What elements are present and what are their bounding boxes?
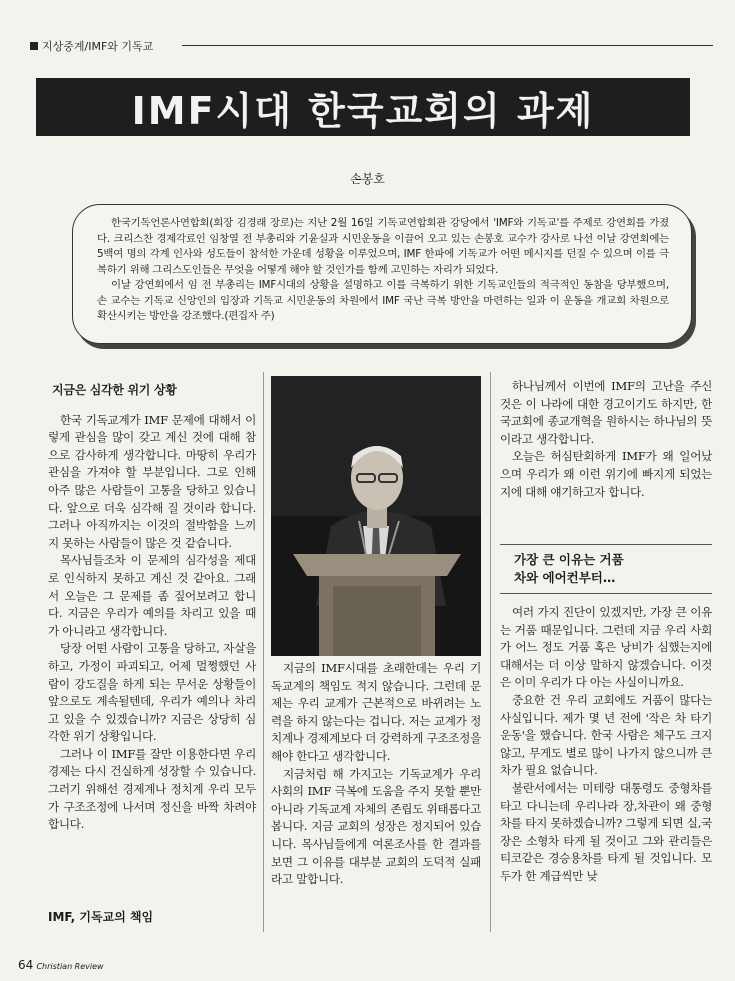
editor-note-paragraph: 이날 강연회에서 임 전 부총리는 IMF시대의 상황을 설명하고 이를 극복하기 위한 기독교인들의 적극적인 동참을 당부했으며, 손 교수는 기독교 신앙인의 입장과 기독교 시민운동의 차원에서 IMF 국난 극복 방안을 마련하는 일과 이 운동을 개교회 차원으로 확산시키는 방안을 강조했다.(편집자 주) xyxy=(97,279,669,322)
middle-column xyxy=(271,660,481,889)
body-paragraph: 목사님들조차 이 문제의 심각성을 제대로 인식하지 못하고 계신 것 같아요. 그래서 오늘은 그 문제를 좀 짚어보려고 합니다. 지금은 우리가 예의를 차리고 있을 때가 아니라고 생각합니다. xyxy=(48,553,256,638)
speaker-photo xyxy=(271,376,481,656)
body-paragraph: 중요한 건 우리 교회에도 거품이 많다는 사실입니다. 제가 몇 년 전에 '작은 차 타기 운동'을 했습니다. 한국 사람은 체구도 크지 않고, 무게도 별로 많이 나가지 않으니까 큰 차가 필요 없습니다. xyxy=(500,692,712,778)
right-column-bottom xyxy=(500,604,712,886)
body-paragraph: 오늘은 허심탄회하게 IMF가 왜 일어났으며 우리가 왜 이런 위기에 빠지게 되었는지에 대해 얘기하고자 합니다. xyxy=(500,449,712,499)
body-paragraph: 지금의 IMF시대를 초래한데는 우리 기독교계의 책임도 적지 않습니다. 그런데 문제는 우리 교계가 근본적으로 바뀌려는 노력을 하지 않는다는 겁니다. 저는 교계가 정치계나 경제계보다 더 강력하게 구조조정을 해야 한다고 생각합니다. xyxy=(271,661,481,763)
page-footer xyxy=(18,958,104,972)
body-paragraph: 하나님께서 이번에 IMF의 고난을 주신 것은 이 나라에 대한 경고이기도 하지만, 한국교회에 종교개혁을 원하시는 하나님의 뜻이라고 생각합니다. xyxy=(500,379,712,446)
section-tag-text: 지상중계/IMF와 기독교 xyxy=(42,40,154,53)
header-rule xyxy=(182,45,713,46)
magazine-name: Christian Review xyxy=(36,962,104,971)
title-banner xyxy=(36,78,690,136)
column-divider xyxy=(263,372,264,932)
article-title: IMF시대 한국교회의 과제 xyxy=(131,88,595,133)
body-paragraph: 그러나 이 IMF를 잘만 이용한다면 우리 경제는 다시 건실하게 성장할 수 있습니다. 그러기 위해선 경제계나 정치계 우리 모두가 구조조정에 나서며 정신을 바짝 차려야 합니다. xyxy=(48,746,256,832)
body-paragraph: 여러 가지 진단이 있겠지만, 가장 큰 이유는 거품 때문입니다. 그런데 지금 우리 사회가 어느 정도 거품 혹은 낭비가 심했는지에 대해서는 더 이상 말하지 않겠습니다. 이것은 이미 우리가 다 아는 사실이니까요. xyxy=(500,605,712,690)
pull-quote-line: 가장 큰 이유는 거품 xyxy=(514,552,624,567)
pull-quote-line: 차와 에어컨부터… xyxy=(514,570,616,585)
column-divider xyxy=(490,372,491,932)
page-number: 64 xyxy=(18,958,34,972)
body-paragraph: 당장 어떤 사람이 고통을 당하고, 자살을 하고, 가정이 파괴되고, 어제 멀쩡했던 사람이 강도질을 하게 되는 무서운 상황들이 앞으로도 계속될텐데, 우리가 예의나 차리고 있을 수 있겠습니까? 지금은 상당히 심각한 위기 상황입니다. xyxy=(48,641,256,744)
subhead-crisis: 지금은 심각한 위기 상황 xyxy=(52,383,177,397)
square-bullet-icon xyxy=(30,42,38,50)
speaker-at-podium-image xyxy=(271,376,481,656)
body-paragraph: 지금처럼 해 가지고는 기독교계가 우리 사회의 IMF 극복에 도움을 주지 못할 뿐만 아니라 기독교계 자체의 존립도 위태롭다고 봅니다. 지금 교회의 성장은 정지되어 있습니다. 목사님들에게 여론조사를 한 결과를 보면 그 이유를 대부분 교회의 도덕적 실패라고 말합니다. xyxy=(271,766,481,887)
editor-note-box xyxy=(72,204,692,344)
body-paragraph: 불란서에서는 미테랑 대통령도 중형차를 타고 다니는데 우리나라 장,차관이 왜 중형차를 타지 못하겠습니까? 그렇게 되면 실,국장은 소형차 타게 될 것이고 그와 관리들은 티코같은 경승용차를 타게 될 것입니다. 모두가 한 계급씩만 낮 xyxy=(500,780,712,883)
author-name: 손봉호 xyxy=(350,172,385,186)
right-column-top xyxy=(500,378,712,501)
section-tag xyxy=(30,38,153,54)
editor-note-paragraph: 한국기독언론사연합회(회장 김경래 장로)는 지난 2월 16일 기독교연합회관 강당에서 'IMF와 기독교'를 주제로 강연회를 가졌다. 크리스찬 경제각료인 임창열 전 부총리와 기윤실과 시민운동을 이끌어 오고 있는 손봉호 교수가 강사로 나선 이날 강연회에는 5백여 명의 각계 인사와 성도들이 참석한 가운데 성황을 이루었으며, IMF 한파에 기독교가 어떤 메시지를 던질 수 있으며 이를 극복하기 위해 그리스도인들은 무엇을 어떻게 해야 할 것인가를 함께 고민하는 자리가 되었다. xyxy=(97,217,669,276)
subhead-responsibility: IMF, 기독교의 책임 xyxy=(48,910,154,924)
left-column xyxy=(48,378,256,834)
body-paragraph: 한국 기독교계가 IMF 문제에 대해서 이렇게 관심을 많이 갖고 계신 것에 대해 참으로 감사하게 생각합니다. 마땅히 우리가 관심을 가져야 할 부분입니다. 그로 인해 아주 많은 사람들이 고통을 당하고 있습니다. 앞으로 더욱 심각해 질 것이라 합니다. 그러나 아직까지는 이것의 절박함을 느끼지 못하는 사람들이 많은 것 같습니다. xyxy=(48,412,256,550)
pull-quote-box xyxy=(500,544,712,594)
